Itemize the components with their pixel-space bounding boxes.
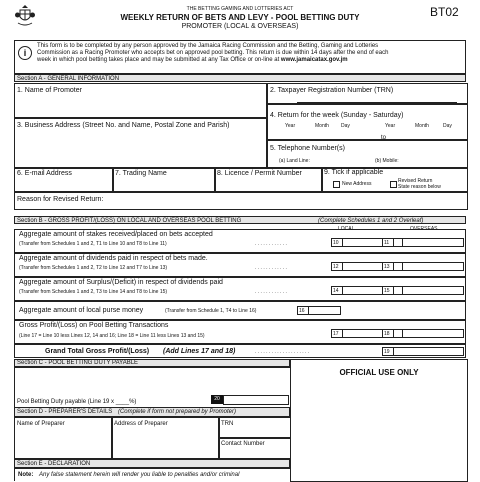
form-code: BT02 <box>430 5 459 19</box>
schedules-note: (Complete Schedules 1 and 2 Overleaf) <box>318 218 424 224</box>
line-11-input[interactable] <box>394 238 464 247</box>
form-subtitle: PROMOTER (LOCAL & OVERSEAS) <box>181 23 299 30</box>
licence-number-label: 8. Licence / Permit Number <box>217 170 302 177</box>
line-13-number: 13 <box>382 262 394 271</box>
section-e-header: Section E - DECLARATION <box>14 459 290 468</box>
new-address-label: New Address <box>342 181 372 187</box>
surplus-deficit-row <box>14 277 466 301</box>
preparer-trn-label: TRN <box>221 421 234 427</box>
line-12-number: 12 <box>331 262 343 271</box>
stakes-received-instruction: (Transfer from Schedules 1 and 2, T1 to Line 10 and T8 to Line 11) <box>19 241 167 247</box>
duty-payable-label: Pool Betting Duty payable (Line 19 x ____%) <box>17 399 137 405</box>
preparer-address-field[interactable] <box>111 417 220 459</box>
dot-leader: . . . . . . . . . . . . . . . . . . . . <box>255 349 310 355</box>
surplus-deficit-instruction: (Transfer from Schedules 1 and 2, T3 to Line 14 and T8 to Line 15) <box>19 289 168 295</box>
grand-total-note: (Add Lines 17 and 18) <box>163 348 236 355</box>
line-18-number: 18 <box>382 329 394 338</box>
trading-name-field[interactable] <box>112 167 216 193</box>
mobile-label: (b) Mobile: <box>375 158 399 164</box>
line-19-input[interactable] <box>394 347 464 356</box>
year-label-2: Year <box>385 123 396 129</box>
tick-if-applicable-box <box>321 167 468 193</box>
line-18-input[interactable] <box>394 329 464 338</box>
local-column-header: LOCAL <box>338 226 355 232</box>
purse-money-row <box>14 301 466 320</box>
line-20-input[interactable] <box>223 395 289 405</box>
form-title: WEEKLY RETURN OF BETS AND LEVY - POOL BETTING DUTY <box>120 13 360 22</box>
line-19-number: 19 <box>382 347 394 356</box>
preparer-contact-field[interactable] <box>218 437 291 459</box>
section-d-header: Section D - PREPARER'S DETAILS (Complete if form not prepared by Promoter) <box>14 407 290 417</box>
dividends-paid-label: Aggregate amount of dividends paid in respect of bets made. <box>19 255 208 262</box>
preparer-contact-label: Contact Number <box>221 441 265 447</box>
name-of-promoter-field[interactable] <box>14 83 268 119</box>
line-11-number: 11 <box>382 238 394 247</box>
section-a-header: Section A - GENERAL INFORMATION <box>14 74 466 82</box>
info-box <box>14 40 466 74</box>
gross-profit-instruction: (Line 17 = Line 10 less Lines 12, 14 and 16; Line 18 = Line 11 less Lines 13 and 15) <box>19 333 205 339</box>
duty-payable-box <box>14 367 291 409</box>
telephone-label: 5. Telephone Number(s) <box>270 145 345 152</box>
dot-leader: . . . . . . . . . . . . <box>255 241 287 247</box>
info-text-line-3: week in which pool betting takes place and may be submitted at any Tax Office or on-line at <box>37 57 280 63</box>
declaration-note-label: Note: <box>18 472 34 478</box>
business-address-field[interactable] <box>14 117 268 169</box>
year-label-1: Year <box>285 123 296 129</box>
email-label: 6. E-mail Address <box>17 170 72 177</box>
return-week-label: 4. Return for the week (Sunday - Saturday) <box>270 112 404 119</box>
line-16-number: 16 <box>297 306 309 315</box>
trn-field[interactable] <box>266 83 468 105</box>
trn-label: 2. Taxpayer Registration Number (TRN) <box>270 87 394 94</box>
line-20-number: 20 <box>211 395 223 404</box>
surplus-deficit-label: Aggregate amount of Surplus/(Deficit) in respect of dividends paid <box>19 279 223 286</box>
line-15-input[interactable] <box>394 286 464 295</box>
info-text-line-2: Commission as a Racing Promoter who accepts bet on approved pool betting. This return is due within 14 days after the end of each <box>37 50 389 56</box>
revised-return-label: Revised Return <box>398 178 433 184</box>
info-text-line-1: This form is to be completed by any person approved by the Jamaica Racing Commission and the Betting, Gaming and Lotteries <box>37 43 379 49</box>
line-13-input[interactable] <box>394 262 464 271</box>
official-use-box <box>290 359 468 482</box>
line-16-input[interactable] <box>309 306 341 315</box>
purse-money-instruction: (Transfer from Schedule 1, T4 to Line 16) <box>165 308 257 314</box>
day-label-1: Day <box>341 123 350 129</box>
to-label: to <box>381 135 387 141</box>
revised-return-checkbox[interactable] <box>390 181 397 188</box>
preparer-name-field[interactable] <box>14 417 113 459</box>
act-name: THE BETTING GAMING AND LOTTERIES ACT <box>186 6 294 12</box>
month-label-2: Month <box>415 123 429 129</box>
reason-revised-return-label: Reason for Revised Return: <box>17 196 104 203</box>
dividends-paid-instruction: (Transfer from Schedules 1 and 2, T2 to Line 12 and T7 to Line 13) <box>19 265 168 271</box>
day-label-2: Day <box>443 123 452 129</box>
section-b-header: Section B - GROSS PROFIT/(LOSS) ON LOCAL AND OVERSEAS POOL BETTING (Complete Schedules 1 and 2 Overleaf) <box>14 216 466 224</box>
trading-name-label: 7. Trading Name <box>115 170 167 177</box>
tax-website-link[interactable]: www.jamaicatax.gov.jm <box>280 57 348 63</box>
name-of-promoter-label: 1. Name of Promoter <box>17 87 82 94</box>
info-icon: i <box>18 46 32 60</box>
stakes-received-row <box>14 229 466 253</box>
line-17-number: 17 <box>331 329 343 338</box>
return-week-field[interactable] <box>266 103 468 141</box>
land-line-label: (a) Land Line: <box>279 158 310 164</box>
official-use-label: OFFICIAL USE ONLY <box>339 368 419 377</box>
gross-profit-label: Gross Profit/(Loss) on Pool Betting Transactions <box>19 322 169 329</box>
licence-number-field[interactable] <box>214 167 323 193</box>
line-14-number: 14 <box>331 286 343 295</box>
state-reason-label: State reason below <box>398 184 441 190</box>
month-label-1: Month <box>315 123 329 129</box>
line-15-number: 15 <box>382 286 394 295</box>
email-field[interactable] <box>14 167 114 193</box>
dot-leader: . . . . . . . . . . . . <box>255 265 287 271</box>
declaration-note-text: Any false statement herein will render you liable to penalties and/or criminal <box>39 472 240 478</box>
new-address-checkbox[interactable] <box>333 181 340 188</box>
dot-leader: . . . . . . . . . . . . <box>255 289 287 295</box>
gross-profit-row <box>14 320 466 344</box>
grand-total-label: Grand Total Gross Profit/(Loss) <box>45 348 150 355</box>
declaration-box <box>14 468 291 481</box>
reason-revised-return-field[interactable] <box>14 191 468 210</box>
preparer-name-label: Name of Preparer <box>17 421 65 427</box>
preparer-address-label: Address of Preparer <box>114 421 168 427</box>
section-c-header: Section C - POOL BETTING DUTY PAYABLE <box>14 359 290 367</box>
preparer-note: (Complete if form not prepared by Promoter) <box>117 409 237 415</box>
stakes-received-label: Aggregate amount of stakes received/placed on bets accepted <box>19 231 213 238</box>
purse-money-label: Aggregate amount of local purse money <box>19 307 144 314</box>
line-10-number: 10 <box>331 238 343 247</box>
business-address-label: 3. Business Address (Street No. and Name, Postal Zone and Parish) <box>17 122 230 129</box>
grand-total-row <box>14 344 466 358</box>
tick-if-applicable-label: 9. Tick if applicable <box>324 169 384 176</box>
dividends-paid-row <box>14 253 466 277</box>
preparer-trn-field[interactable] <box>218 417 291 439</box>
overseas-column-header: OVERSEAS <box>410 226 438 232</box>
telephone-field[interactable] <box>266 139 468 169</box>
